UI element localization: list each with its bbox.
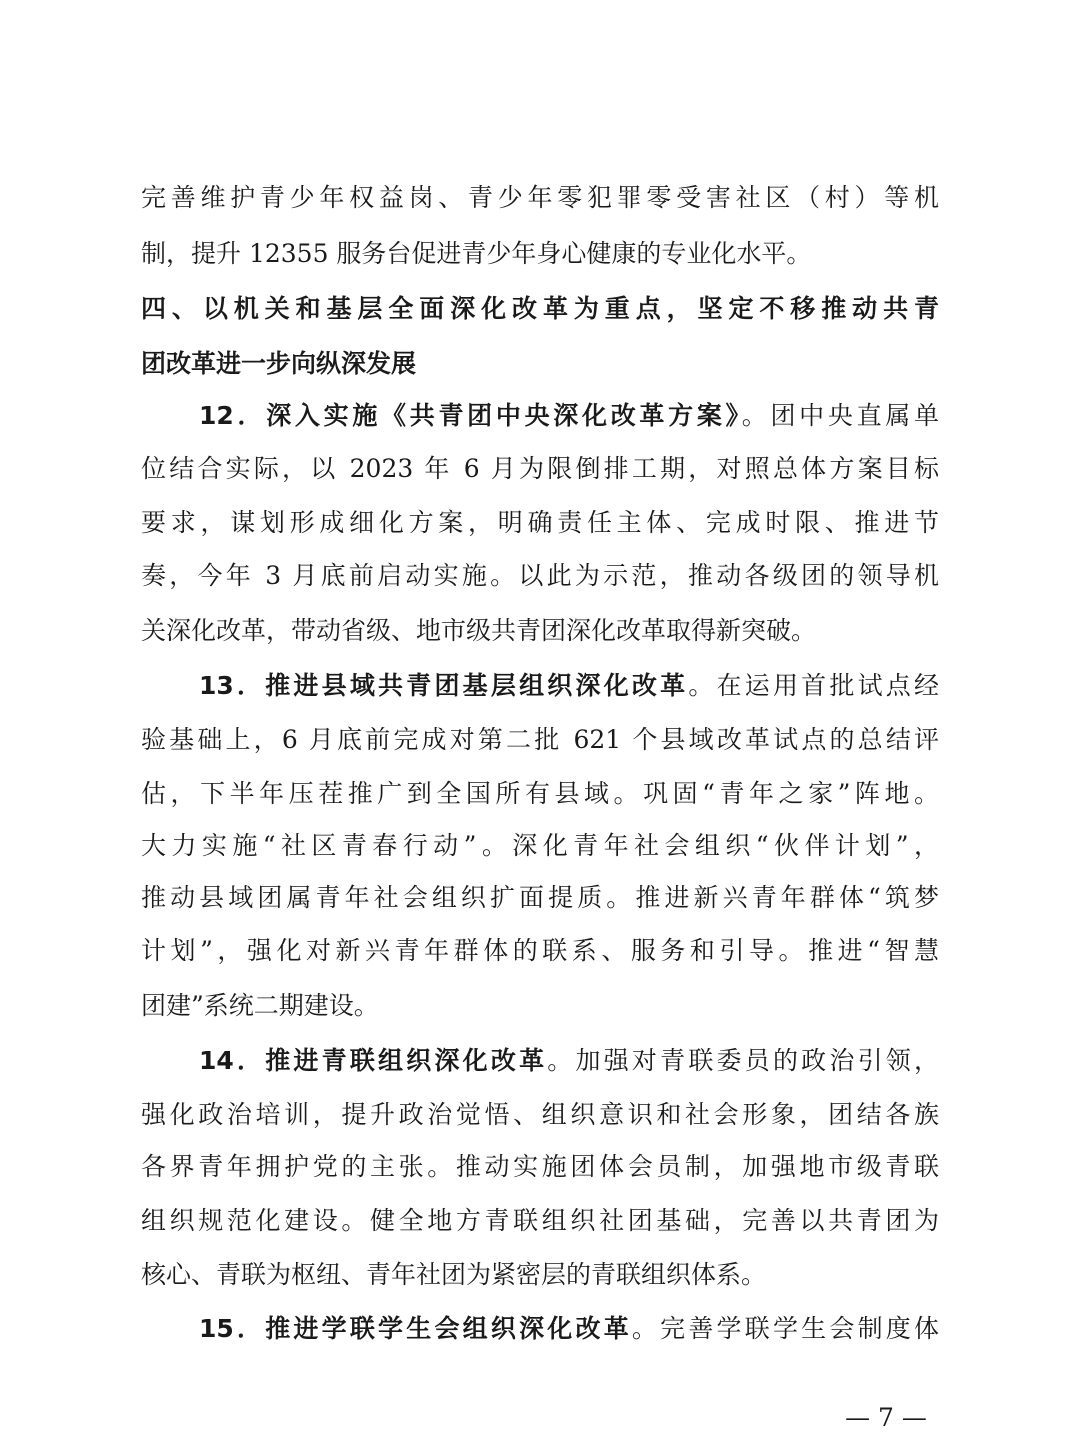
text-line: 大力实施“社区青春行动”。深化青年社会组织“伙伴计划”， [141, 831, 939, 860]
section-heading: 团改革进一步向纵深发展 [141, 349, 417, 378]
text-line: 组织规范化建设。健全地方青联组织社团基础，完善以共青团为 [141, 1206, 939, 1235]
text-span: 。完善学联学生会制度体 [631, 1314, 939, 1343]
item-12-first-line [199, 390, 939, 442]
item-14-title: 14．推进青联组织深化改革 [199, 1046, 548, 1075]
item-13-first-line [199, 660, 939, 712]
text-line: 强化政治培训，提升政治觉悟、组织意识和社会形象，团结各族 [141, 1100, 939, 1129]
text-span: 。团中央直属单 [741, 401, 939, 430]
text-line: 团建”系统二期建设。 [141, 991, 379, 1020]
section-heading: 四、以机关和基层全面深化改革为重点，坚定不移推动共青 [141, 294, 939, 323]
text-line: 各界青年拥护党的主张。推动实施团体会员制，加强地市级青联 [141, 1152, 939, 1181]
text-line: 关深化改革，带动省级、地市级共青团深化改革取得新突破。 [141, 616, 817, 645]
item-14-first-line [199, 1035, 939, 1087]
page-number: — 7 — [845, 1403, 927, 1432]
text-line: 推动县域团属青年社会组织扩面提质。推进新兴青年群体“筑梦 [141, 883, 939, 912]
text-line: 奏，今年 3 月底前启动实施。以此为示范，推动各级团的领导机 [141, 561, 939, 590]
text-line: 要求，谋划形成细化方案，明确责任主体、完成时限、推进节 [141, 508, 939, 537]
item-15-title: 15．推进学联学生会组织深化改革 [199, 1314, 632, 1343]
text-span: 。加强对青联委员的政治引领， [547, 1046, 939, 1075]
text-line: 估，下半年压茬推广到全国所有县域。巩固“青年之家”阵地。 [141, 779, 939, 808]
item-13-title: 13．推进县域共青团基层组织深化改革 [199, 671, 689, 700]
text-line: 完善维护青少年权益岗、青少年零犯罪零受害社区（村）等机 [141, 183, 939, 212]
text-span: 。在运用首批试点经 [688, 671, 939, 700]
text-line: 位结合实际，以 2023 年 6 月为限倒排工期，对照总体方案目标 [141, 454, 939, 483]
item-12-title: 12．深入实施《共青团中央深化改革方案》 [199, 401, 742, 430]
text-line: 制，提升 12355 服务台促进青少年身心健康的专业化水平。 [141, 239, 812, 268]
text-line: 验基础上，6 月底前完成对第二批 621 个县域改革试点的总结评 [141, 725, 939, 754]
text-line: 计划”，强化对新兴青年群体的联系、服务和引导。推进“智慧 [141, 936, 939, 965]
text-line: 核心、青联为枢纽、青年社团为紧密层的青联组织体系。 [141, 1260, 767, 1289]
item-15-first-line [199, 1303, 939, 1355]
